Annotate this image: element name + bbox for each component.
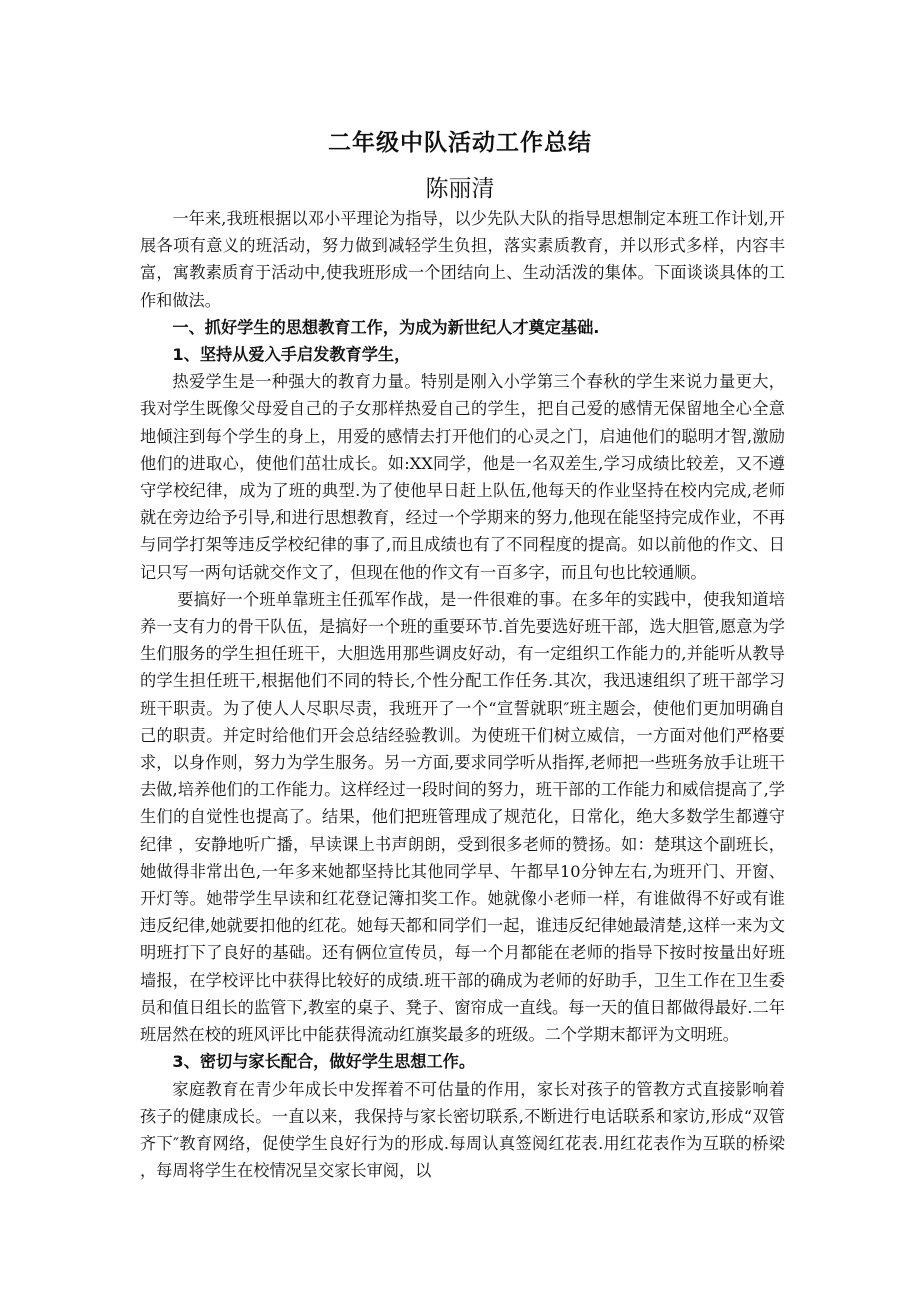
subsection-heading-3: 3、密切与家长配合，做好学生思想工作。 — [172, 1052, 476, 1072]
paragraph-intro: 一年来,我班根据以邓小平理论为指导，以少先队大队的指导思想制定本班工作计划,开展各项有意义的班活动，努力做到减轻学生负担，落实素质教育，并以形式多样，内容丰富，寓教素质育于活动中,使我班形成一个团结向上、生动活泼的集体。下面谈谈具体的工作和做法。 — [140, 209, 785, 310]
paragraph-love-education: 热爱学生是一种强大的教育力量。特别是刚入小学第三个春秋的学生来说力量更大，我对学生既像父母爱自己的子女那样热爱自己的学生，把自己爱的感情无保留地全心全意地倾注到每个学生的身上，用爱的感情去打开他们的心灵之门，启迪他们的聪明才智,激励他们的进取心，使他们茁壮成长。如:XX同学，他是一名双差生,学习成绩比较差，又不遵守学校纪律，成为了班的典型.为了使他早日赶上队伍,他每天的作业坚持在校内完成,老师就在旁边给予引导,和进行思想教育，经过一个学期来的努力,他现在能坚持完成作业，不再与同学打架等违反学校纪律的事了,而且成绩也有了不同程度的提高。如以前他的作文、日记只写一两句话就交作文了，但现在他的作文有一百多字，而且句也比较通顺。 — [140, 372, 785, 582]
paragraph-class-cadres: 要搞好一个班单靠班主任孤军作战，是一件很难的事。在多年的实践中，使我知道培养一支有力的骨干队伍，是搞好一个班的重要环节.首先要选好班干部，选大胆管,愿意为学生们服务的学生担任班干，大胆选用那些调皮好动，有一定组织工作能力的,并能听从教导的学生担任班干,根据他们不同的特长,个性分配工作任务.其次，我迅速组织了班干部学习班干职责。为了使人人尽职尽责，我班开了一个“宣誓就职″班主题会，使他们更加明确自己的职责。并定时给他们开会总结经验教训。为使班干们树立威信，一方面对他们严格要求，以身作则，努力为学生服务。另一方面,要求同学听从指挥,老师把一些班务放手让班干去做,培养他们的工作能力。这样经过一段时间的努力，班干部的工作能力和威信提高了,学生们的自觉性也提高了。结果，他们把班管理成了规范化，日常化，绝大多数学生都遵守纪律 ，安静地听广播，早读课上书声朗朗，受到很多老师的赞扬。如：楚琪这个副班长，她做得非常出色,一年多来她都坚持比其他同学早、午都早10分钟左右,为班开门、开窗、开灯等。她带学生早读和红花登记簿扣奖工作。她就像小老师一样，有谁做得不好或有谁违反纪律,她就要扣他的红花。她每天都和同学们一起，谁违反纪律她最清楚,这样一来为文明班打下了良好的基础。还有俩位宣传员，每一个月都能在老师的指导下按时按量出好班墙报，在学校评比中获得比较好的成绩.班干部的确成为老师的好助手，卫生工作在卫生委员和值日组长的监管下,教室的桌子、凳子、窗帘成一直线。每一天的值日都做得最好.二年班居然在校的班风评比中能获得流动红旗奖最多的班级。二个学期末都评为文明班。 — [140, 589, 785, 1045]
document-body — [140, 205, 785, 1184]
subsection-heading-1: 1、坚持从爱入手启发教育学生， — [172, 345, 411, 365]
document-author: 陈丽清 — [425, 176, 495, 202]
section-heading-1: 一、抓好学生的思想教育工作，为成为新世纪人才奠定基础. — [172, 317, 600, 337]
document-title: 二年级中队活动工作总结 — [328, 130, 592, 156]
paragraph-family-cooperation: 家庭教育在青少年成长中发挥着不可估量的作用，家长对孩子的管教方式直接影响着孩子的健康成长。一直以来，我保持与家长密切联系,不断进行电话联系和家访,形成“双管齐下″教育网络，促使学生良好行为的形成.每周认真签阅红花表.用红花表作为互联的桥梁 ，每周将学生在校情况呈交家长审阅，以 — [140, 1079, 785, 1181]
